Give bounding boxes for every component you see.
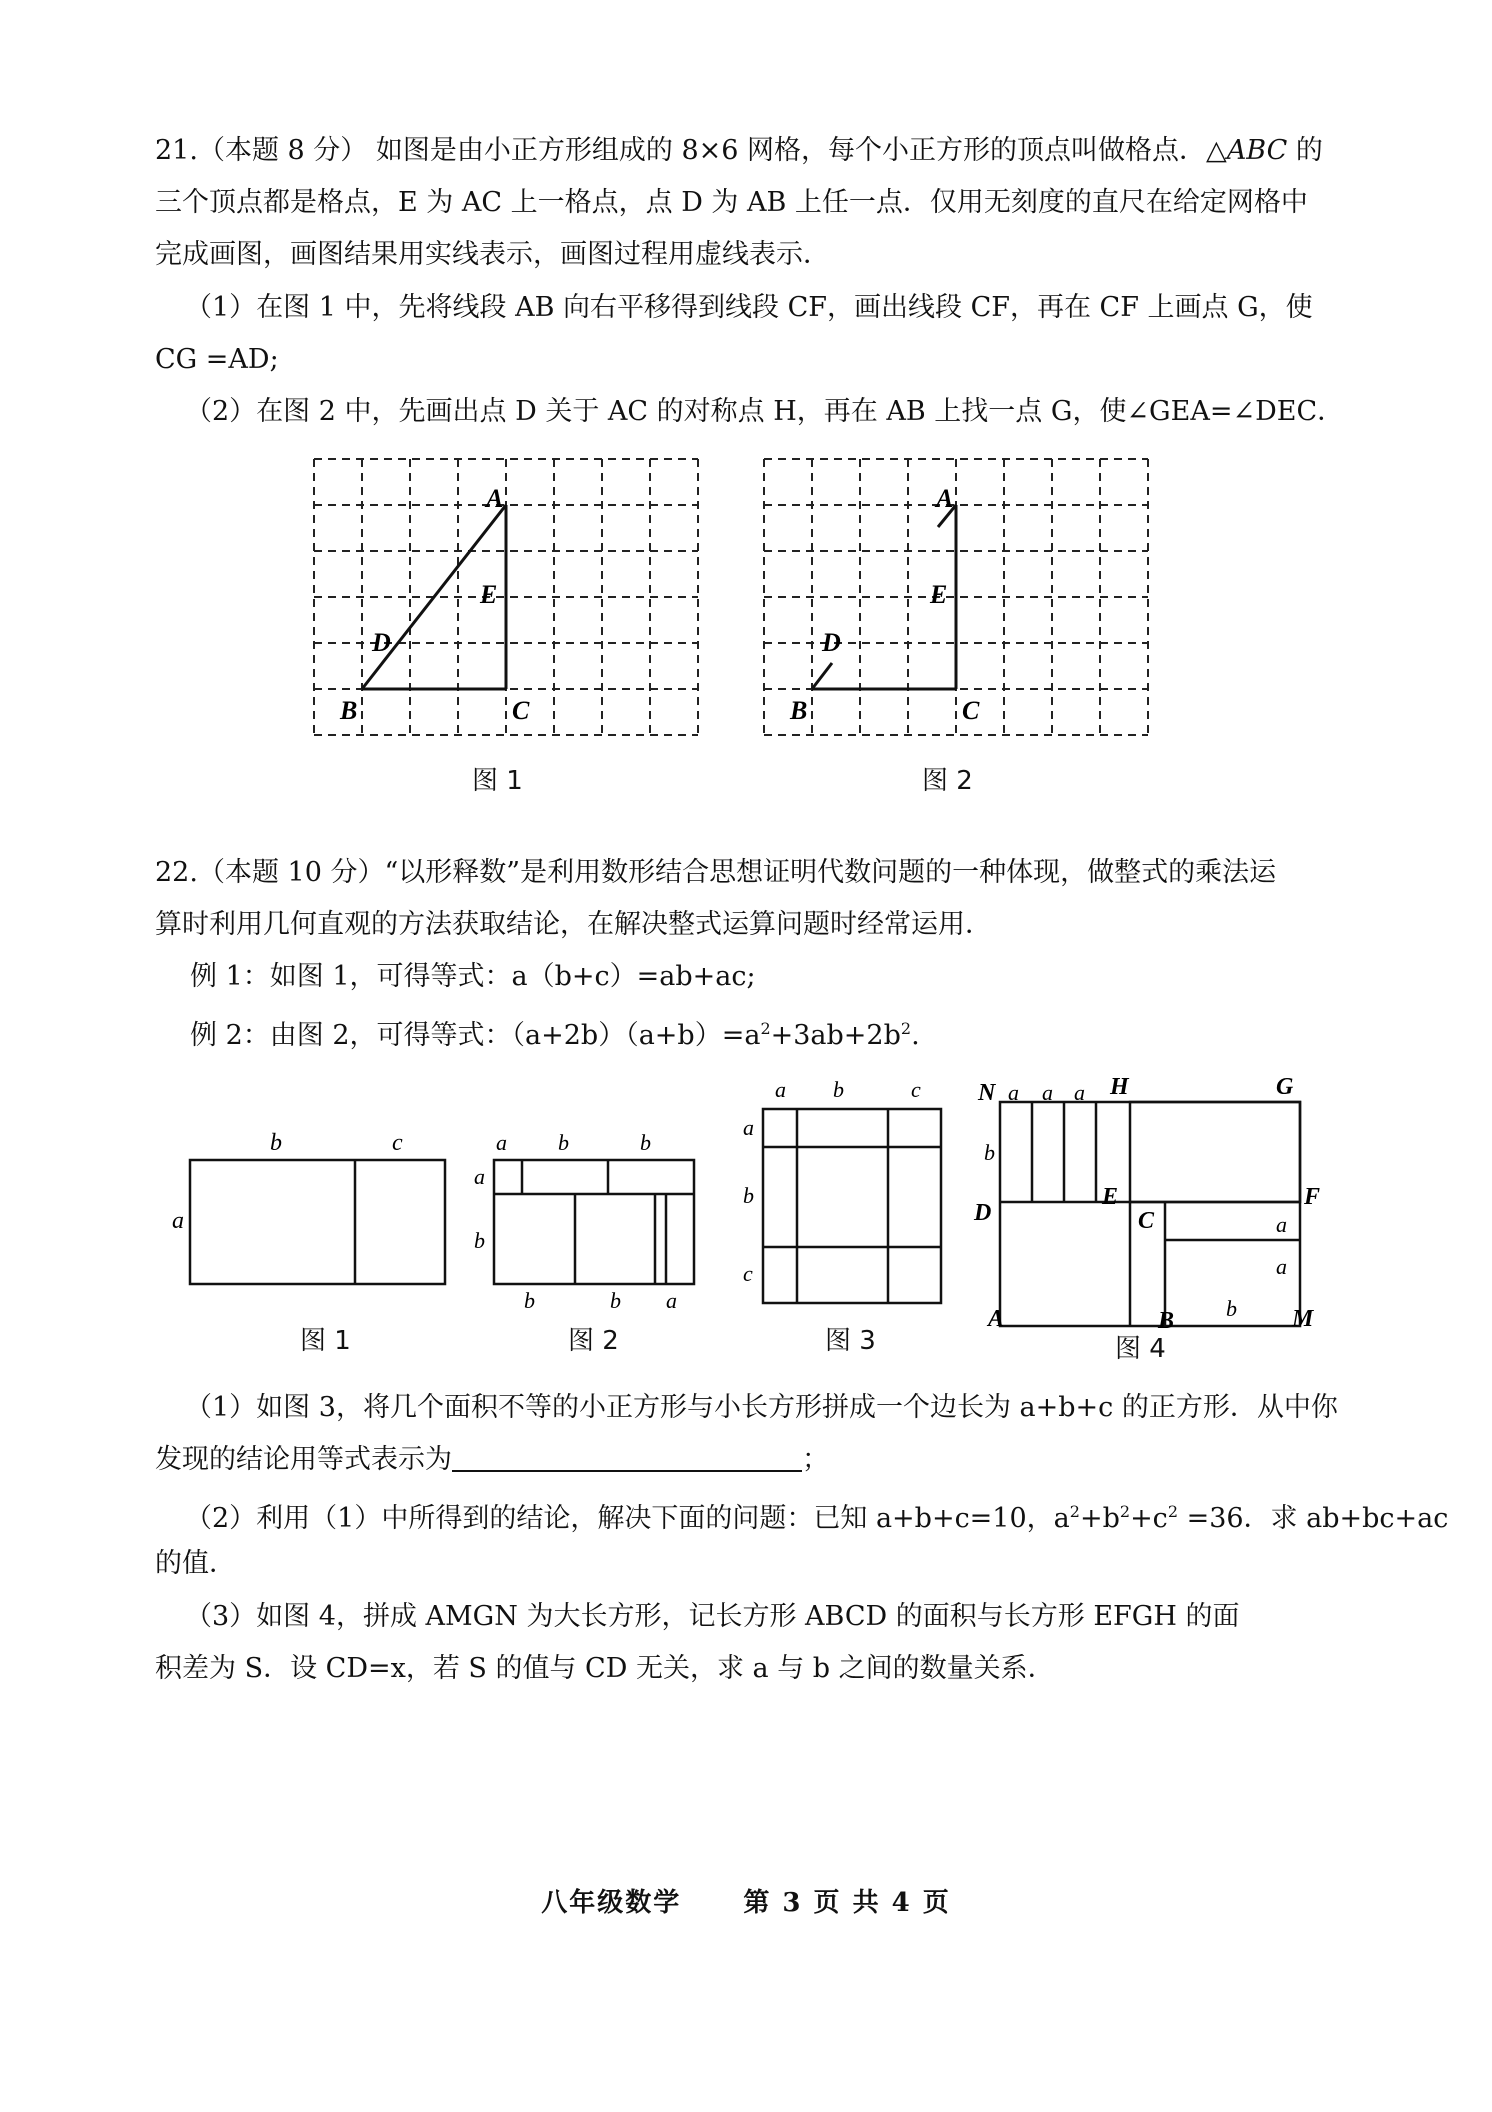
- q22-score: （本题 10 分）: [197, 857, 385, 888]
- fig3-square: [763, 1109, 941, 1303]
- q22-ex2-sup2: 2: [900, 1019, 912, 1038]
- fig1-label-a: a: [172, 1208, 184, 1234]
- q22-figure-2: [470, 1120, 710, 1320]
- point-d-label: D: [372, 628, 391, 657]
- point-b-label: B: [790, 696, 808, 725]
- q22-figure-3: [735, 1075, 955, 1315]
- q22-part2-c: +c: [1130, 1503, 1168, 1534]
- point-c-label: C: [512, 696, 530, 725]
- fig4-label-a5: a: [1276, 1254, 1287, 1279]
- q21-line-1: [155, 133, 1323, 169]
- fig4-label-a4: a: [1276, 1212, 1287, 1237]
- q22-figure-1: [160, 1120, 460, 1300]
- q22-part-1b: [155, 1442, 829, 1478]
- point-e-label: E: [930, 580, 948, 609]
- fig2-left-a: a: [474, 1164, 485, 1189]
- point-b-label: B: [340, 696, 358, 725]
- fig2-bottom-a: a: [666, 1288, 677, 1313]
- fig2-rect: [494, 1160, 694, 1284]
- q21-text-1a: 如图是由小正方形组成的 8×6 网格，每个小正方形的顶点叫做格点．△: [375, 135, 1227, 166]
- fig2-top-a: a: [496, 1130, 507, 1155]
- q21-line-3: 完成画图，画图结果用实线表示，画图过程用虚线表示．: [155, 239, 830, 270]
- q21-number: 21.: [155, 135, 198, 166]
- q22-text-1: “以形释数”是利用数形结合思想证明代数问题的一种体现，做整式的乘法运: [384, 857, 1277, 888]
- q21-line-2: 三个顶点都是格点，E 为 AC 上一格点，点 D 为 AB 上任一点．仅用无刻度的直尺在给定网格中: [155, 187, 1308, 218]
- fig4-label-b-bottom: b: [1226, 1296, 1237, 1321]
- q22-number: 22.: [155, 857, 198, 888]
- q22-part2-sup3: 2: [1167, 1502, 1178, 1521]
- q21-figure-1: [310, 455, 710, 745]
- fig4-point-d: D: [974, 1200, 992, 1226]
- answer-blank[interactable]: [452, 1444, 802, 1472]
- q21-fig1-caption: 图 1: [472, 766, 523, 796]
- q22-line-2: 算时利用几何直观的方法获取结论，在解决整式运算问题时经常运用．: [155, 909, 992, 940]
- q22-part-1b-text: 发现的结论用等式表示为: [155, 1444, 452, 1475]
- point-e-label: E: [480, 580, 498, 609]
- q22-ex2-a: 例 2：由图 2，可得等式：（a+2b）（a+b）=a: [190, 1020, 761, 1051]
- q21-score: （本题 8 分）: [197, 135, 368, 166]
- fig4-label-b-left: b: [984, 1140, 995, 1165]
- fig4-point-f: F: [1304, 1184, 1321, 1210]
- fig2-left-b: b: [474, 1228, 485, 1253]
- point-d-label: D: [822, 628, 841, 657]
- q22-example-1: 例 1：如图 1，可得等式：a（b+c）=ab+ac;: [190, 961, 756, 992]
- q22-ex2-c: .: [911, 1020, 920, 1051]
- fig4-point-g: G: [1276, 1074, 1294, 1100]
- q22-part-1c-text: ；: [802, 1444, 829, 1475]
- q22-part-1a: （1）如图 3，将几个面积不等的小正方形与小长方形拼成一个边长为 a+b+c 的正方形．从中你: [185, 1392, 1338, 1423]
- q22-ex2-b: +3ab+2b: [770, 1020, 901, 1051]
- fig4-label-a3: a: [1074, 1080, 1085, 1105]
- q21-part-1a: （1）在图 1 中，先将线段 AB 向右平移得到线段 CF，画出线段 CF，再在 CF 上画点 G，使: [185, 292, 1313, 323]
- q22-fig1-caption: 图 1: [300, 1326, 351, 1356]
- q22-part2-d: =36．求 ab+bc+ac: [1178, 1503, 1449, 1534]
- point-c-label: C: [962, 696, 980, 725]
- q22-figure-4: [970, 1070, 1330, 1334]
- q21-figure-2: [760, 455, 1160, 745]
- fig3-left-b: b: [743, 1183, 754, 1208]
- q22-part-3a: （3）如图 4，拼成 AMGN 为大长方形，记长方形 ABCD 的面积与长方形 EFGH 的面: [185, 1601, 1240, 1632]
- fig4-point-b: B: [1158, 1308, 1175, 1334]
- q22-fig2-caption: 图 2: [568, 1326, 619, 1356]
- fig4-point-c: C: [1138, 1208, 1155, 1234]
- q22-example-2: [190, 1011, 920, 1054]
- fig4-point-h: H: [1110, 1074, 1129, 1100]
- fig2-top-b2: b: [640, 1130, 651, 1155]
- q22-part-2b: 的值．: [155, 1548, 236, 1579]
- fig2-top-b1: b: [558, 1130, 569, 1155]
- q22-fig3-caption: 图 3: [825, 1326, 876, 1356]
- point-a-label: A: [936, 484, 954, 513]
- fig4-label-a2: a: [1042, 1080, 1053, 1105]
- q22-part2-a: （2）利用（1）中所得到的结论，解决下面的问题：已知 a+b+c=10，a: [185, 1503, 1070, 1534]
- q22-part2-sup1: 2: [1069, 1502, 1080, 1521]
- q22-part2-sup2: 2: [1119, 1502, 1131, 1521]
- fig2-bottom-b2: b: [610, 1288, 621, 1313]
- fig1-label-b: b: [270, 1130, 282, 1156]
- q21-fig2-caption: 图 2: [922, 766, 973, 796]
- point-a-label: A: [486, 484, 504, 513]
- q22-line-1: [155, 855, 1276, 891]
- footer-page-number: 第 3 页 共 4 页: [743, 1888, 951, 1918]
- footer-subject: 八年级数学: [541, 1888, 682, 1918]
- fig3-top-b: b: [833, 1077, 844, 1102]
- q22-part-2a: [185, 1494, 1448, 1537]
- page-footer: [0, 1882, 1492, 1919]
- fig3-top-a: a: [775, 1077, 786, 1102]
- fig1-label-c: c: [392, 1130, 403, 1156]
- q22-ex2-sup1: 2: [760, 1019, 771, 1038]
- q21-text-1c: 的: [1287, 135, 1323, 166]
- q22-part-3b: 积差为 S．设 CD=x，若 S 的值与 CD 无关，求 a 与 b 之间的数量关系．: [155, 1653, 1055, 1684]
- fig1-rect: [190, 1160, 445, 1284]
- fig2-bottom-b1: b: [524, 1288, 535, 1313]
- fig3-left-c: c: [743, 1261, 753, 1286]
- fig4-point-a: A: [988, 1306, 1005, 1332]
- fig4-label-a1: a: [1008, 1080, 1019, 1105]
- fig3-left-a: a: [743, 1115, 754, 1140]
- fig3-top-c: c: [911, 1077, 921, 1102]
- q22-fig4-caption: 图 4: [1115, 1334, 1166, 1364]
- fig4-point-e: E: [1102, 1184, 1119, 1210]
- q21-part-2: （2）在图 2 中，先画出点 D 关于 AC 的对称点 H，再在 AB 上找一点 G，使∠GEA=∠DEC．: [185, 396, 1345, 427]
- q21-part-1b: CG =AD;: [155, 344, 279, 375]
- q22-part2-b: +b: [1079, 1503, 1120, 1534]
- fig4-point-n: N: [978, 1080, 996, 1106]
- fig4-point-m: M: [1292, 1306, 1314, 1332]
- q21-text-1b: ABC: [1226, 135, 1288, 166]
